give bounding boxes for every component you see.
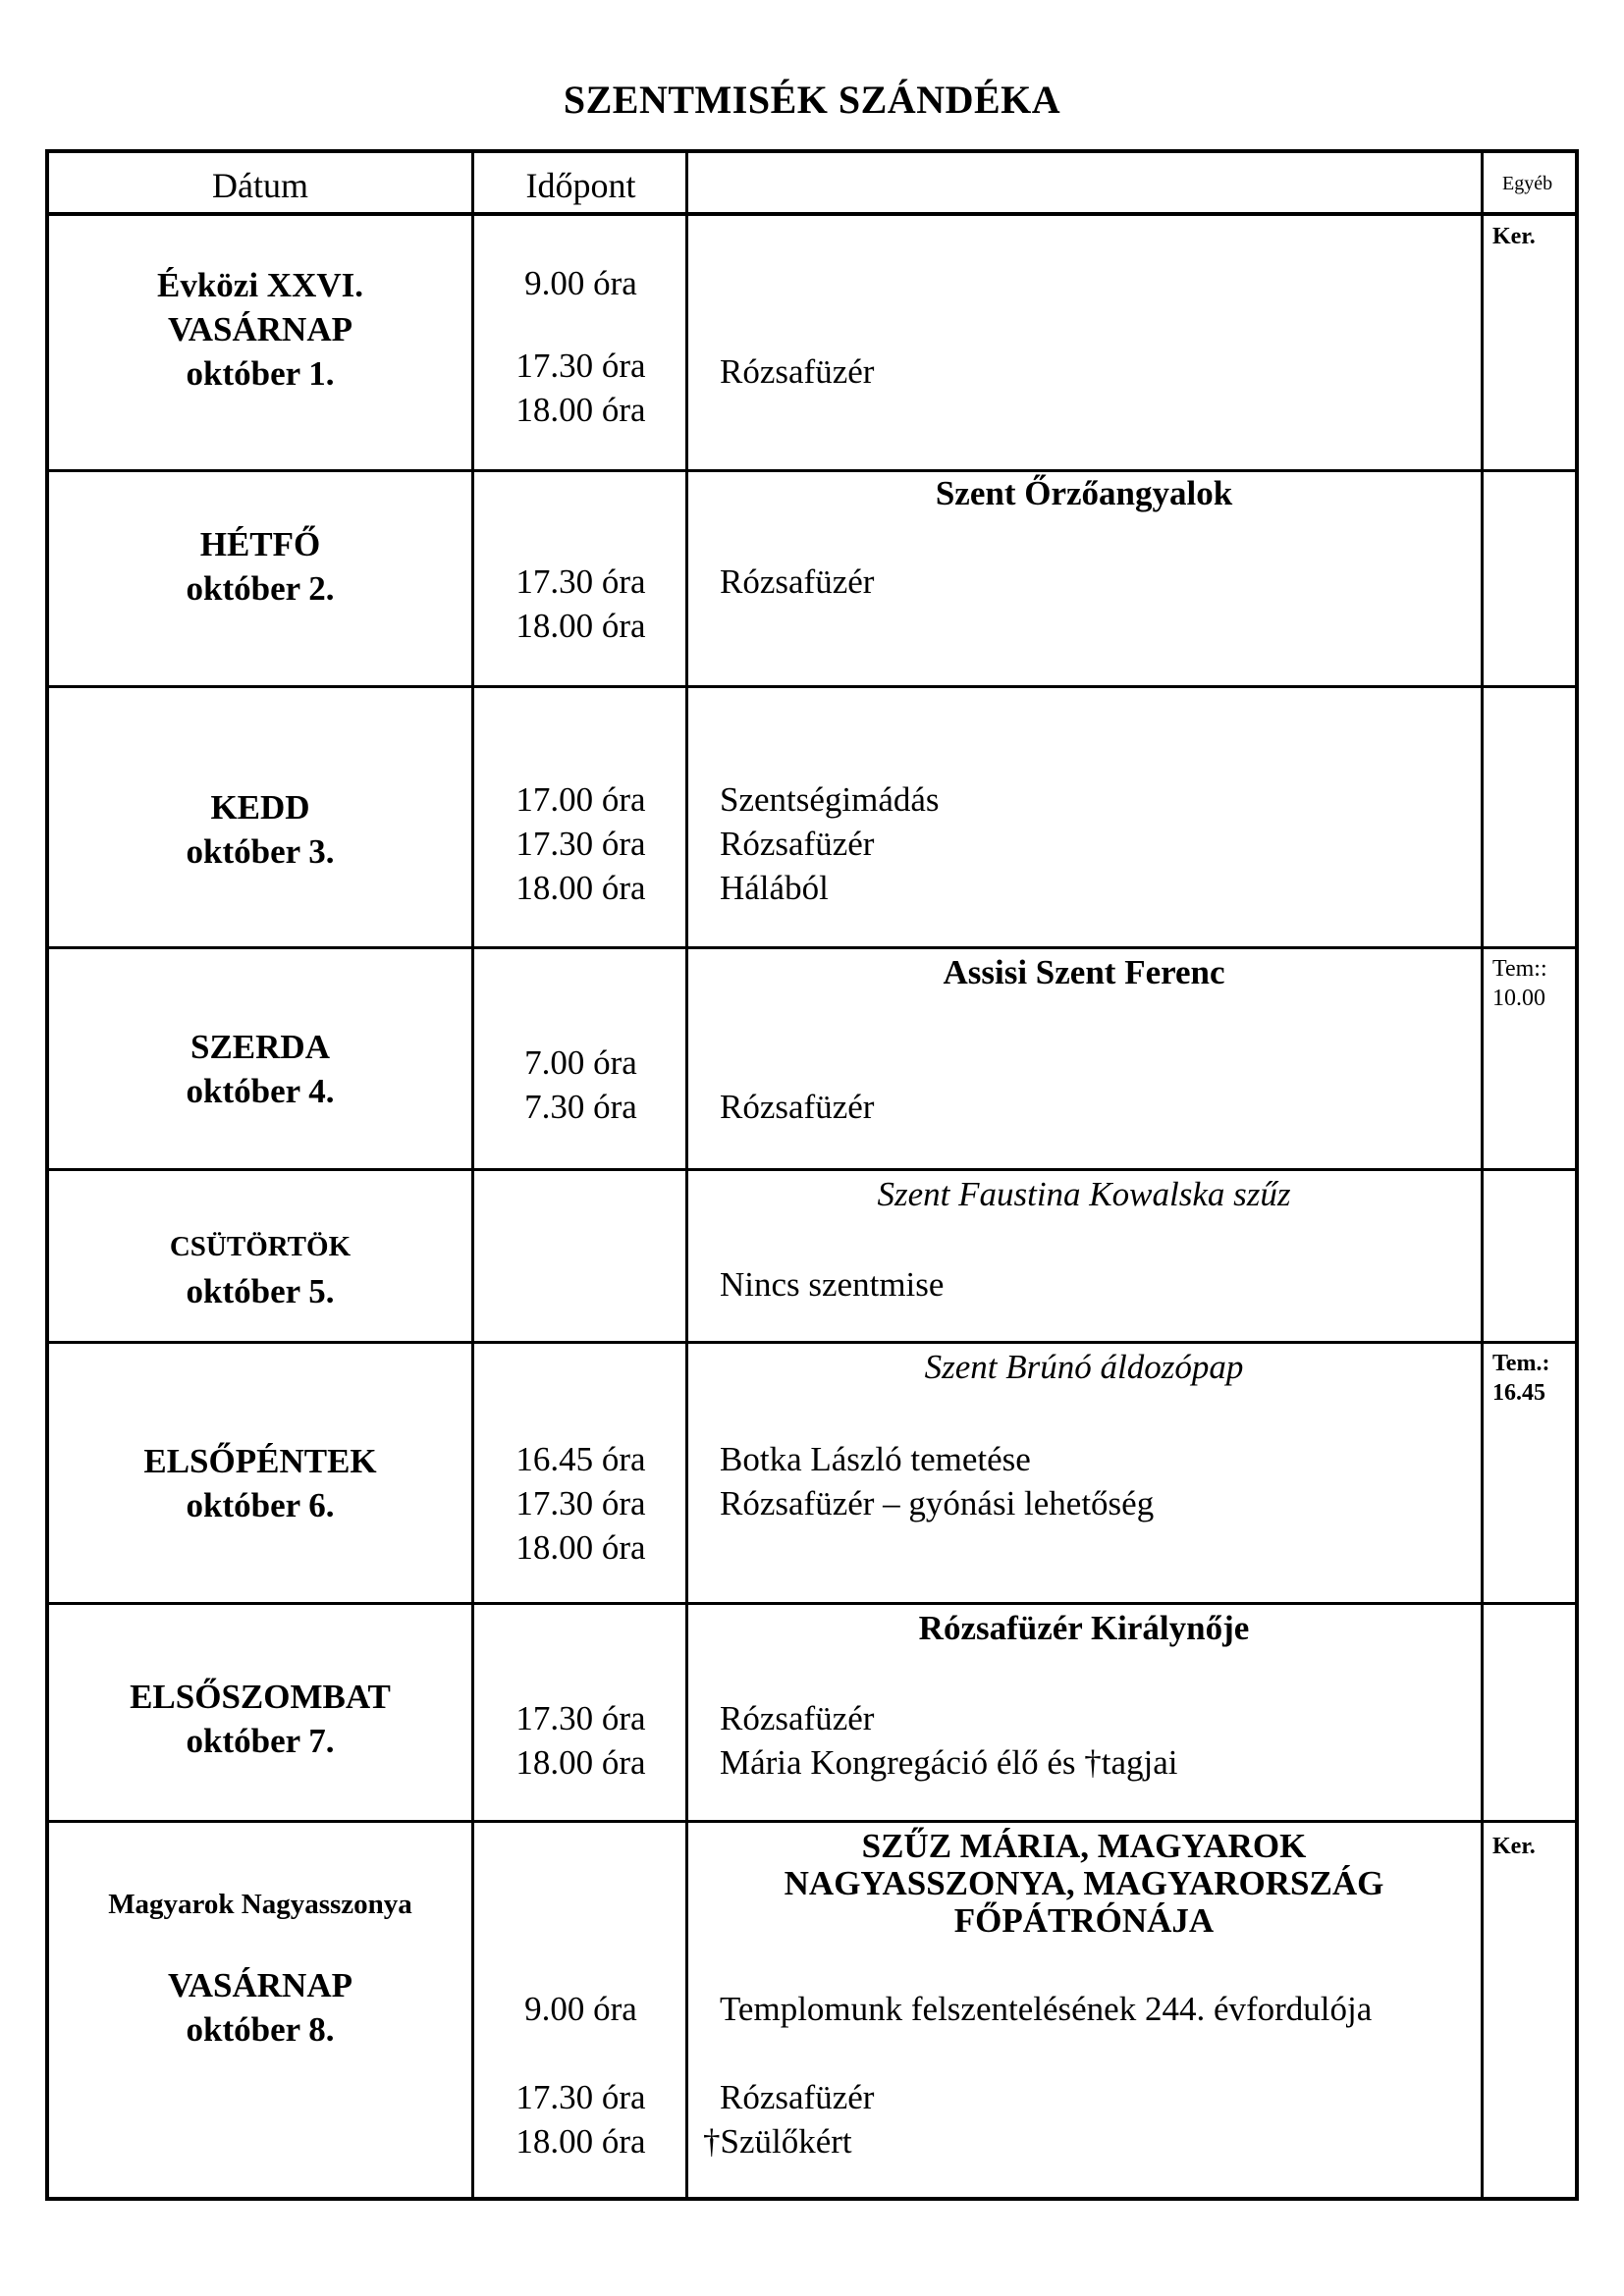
row-feast: SZŰZ MÁRIA, MAGYAROK (861, 1827, 1307, 1865)
row-divider (45, 1168, 1579, 1171)
row-intention: Rózsafüzér – gyónási lehetőség (720, 1484, 1155, 1522)
row-time: 17.30 óra (515, 1699, 646, 1737)
row-date: október 6. (186, 1486, 335, 1524)
row-date: október 2. (186, 569, 335, 608)
row-intention: Nincs szentmise (720, 1265, 945, 1304)
row-date: október 5. (186, 1272, 335, 1310)
header-other: Egyéb (1502, 173, 1553, 194)
row-time: 18.00 óra (515, 391, 646, 429)
row-intention: Rózsafüzér (720, 1088, 875, 1126)
row-time: 17.30 óra (515, 825, 646, 863)
row-day: Évközi XXVI. (156, 266, 364, 304)
row-divider (45, 469, 1579, 472)
row-time: 17.00 óra (515, 780, 646, 819)
row-intention: Rózsafüzér (720, 2078, 875, 2116)
row-day: ELSŐPÉNTEK (143, 1442, 377, 1480)
header-divider (45, 212, 1579, 216)
row-time: 16.45 óra (515, 1440, 646, 1478)
row-feast: Assisi Szent Ferenc (943, 953, 1225, 991)
row-intention: Rózsafüzér (720, 562, 875, 601)
row-intention: Rózsafüzér (720, 825, 875, 863)
row-divider (45, 1341, 1579, 1344)
row-feast: Szent Faustina Kowalska szűz (877, 1175, 1291, 1213)
row-intention: †Szülőkért (703, 2122, 852, 2161)
row-feast: FŐPÁTRÓNÁJA (953, 1901, 1215, 1940)
row-time: 18.00 óra (515, 869, 646, 907)
row-intention: Rózsafüzér (720, 352, 875, 391)
row-feast: Rózsafüzér Királynője (918, 1609, 1250, 1647)
row-date: október 1. (186, 354, 335, 393)
row-day: CSÜTÖRTÖK (169, 1231, 352, 1262)
row-feast: Szent Őrzőangyalok (935, 474, 1233, 512)
row-date: október 8. (186, 2010, 335, 2049)
row-intention: Templomunk felszentelésének 244. évfordulója (720, 1990, 1373, 2028)
row-divider (45, 685, 1579, 688)
row-time: 9.00 óra (524, 264, 637, 302)
row-time: 17.30 óra (515, 2078, 646, 2116)
header-time: Időpont (525, 166, 636, 205)
row-feast: NAGYASSZONYA, MAGYARORSZÁG (784, 1864, 1384, 1902)
row-intention: Szentségimádás (720, 780, 940, 819)
header-date: Dátum (212, 166, 308, 205)
row-divider (45, 1820, 1579, 1823)
row-intention: Botka László temetése (720, 1440, 1031, 1478)
row-divider (45, 1602, 1579, 1605)
row-time: 9.00 óra (524, 1990, 637, 2028)
row-date: október 7. (186, 1722, 335, 1760)
row-divider (45, 946, 1579, 949)
row-time: 18.00 óra (515, 1528, 646, 1567)
row-day: KEDD (210, 788, 310, 827)
row-day: HÉTFŐ (199, 525, 321, 563)
column-divider (471, 149, 474, 2201)
row-other: Ker. (1492, 1834, 1536, 1859)
row-intention: Hálából (720, 869, 829, 907)
row-other: Tem.: (1492, 1351, 1550, 1376)
row-time: 18.00 óra (515, 1743, 646, 1782)
row-time: 17.30 óra (515, 347, 646, 385)
row-date: október 3. (186, 832, 335, 871)
row-other: 10.00 (1492, 986, 1545, 1011)
row-intention: Mária Kongregáció élő és †tagjai (720, 1743, 1178, 1782)
row-day: SZERDA (190, 1028, 330, 1066)
row-time: 18.00 óra (515, 607, 646, 645)
row-day: VASÁRNAP (168, 310, 352, 348)
row-other: 16.45 (1492, 1380, 1545, 1406)
row-time: 17.30 óra (515, 1484, 646, 1522)
row-time: 7.00 óra (524, 1043, 637, 1082)
row-other: Tem:: (1492, 956, 1547, 982)
column-divider (1481, 149, 1484, 2201)
row-other: Ker. (1492, 224, 1536, 249)
row-day: VASÁRNAP (168, 1966, 352, 2004)
row-feast-name: Magyarok Nagyasszonya (108, 1889, 412, 1920)
row-time: 18.00 óra (515, 2122, 646, 2161)
row-feast: Szent Brúnó áldozópap (924, 1348, 1244, 1386)
row-time: 17.30 óra (515, 562, 646, 601)
row-day: ELSŐSZOMBAT (130, 1678, 391, 1716)
row-intention: Rózsafüzér (720, 1699, 875, 1737)
row-date: október 4. (186, 1072, 335, 1110)
page-title: SZENTMISÉK SZÁNDÉKA (563, 78, 1061, 122)
row-time: 7.30 óra (524, 1088, 637, 1126)
